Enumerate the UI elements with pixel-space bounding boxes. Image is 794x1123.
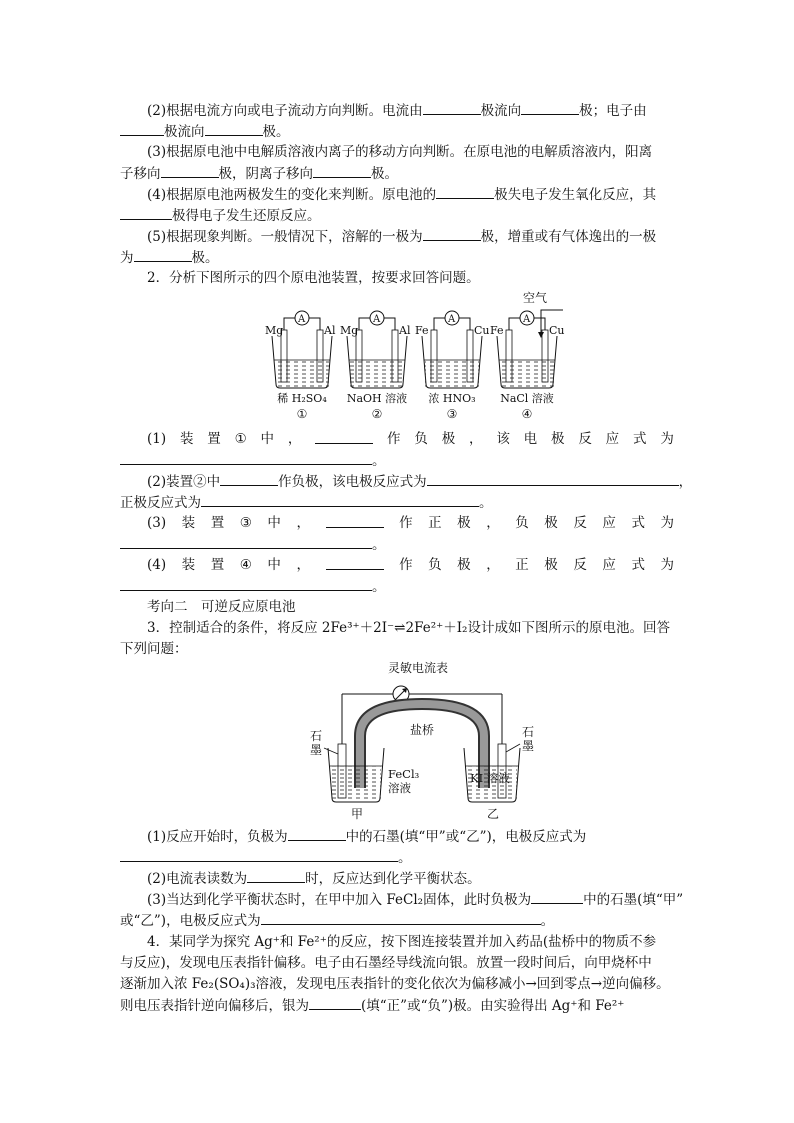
spread-char: ， <box>296 515 310 531</box>
spread-char: 作 <box>399 515 413 531</box>
spread-char: ③ <box>239 515 252 531</box>
spread-char: 极 <box>457 557 471 573</box>
q1-p4-line2: 极得电子发生还原反应。 <box>120 205 321 226</box>
svg-text:石: 石 <box>310 729 323 743</box>
blank[interactable] <box>261 910 541 925</box>
spread-char: 正 <box>515 557 529 573</box>
q2-s4-line2: 。 <box>120 576 386 597</box>
q2-s3-line1 <box>147 513 674 533</box>
q3-intro-line2: 下列问题： <box>120 641 188 657</box>
q1-p5-line2: 为 极。 <box>120 247 219 268</box>
meter-label: 灵敏电流表 <box>388 661 449 675</box>
bridge-label: 盐桥 <box>410 723 435 737</box>
blank[interactable] <box>427 471 679 486</box>
cell-2 <box>340 311 411 421</box>
spread-char: ， <box>486 557 500 573</box>
q3-s3-line1: (3)当达到化学平衡状态时，在甲中加入 FeCl₂固体，此时负极为 中的石墨(填“甲” <box>147 889 683 910</box>
electrode-label: Fe <box>490 324 504 337</box>
spread-char: 装 <box>181 557 196 573</box>
q4-line1: 4．某同学为探究 Ag⁺和 Fe²⁺的反应，按下图连接装置并加入药品(盐桥中的物质不参 <box>147 934 657 950</box>
cell-number: ① <box>296 407 308 421</box>
spread-char: ， <box>287 431 302 447</box>
blank[interactable] <box>120 205 172 220</box>
spread-char: (1) <box>147 431 167 447</box>
solution-label: 稀 H₂SO₄ <box>277 392 327 405</box>
spread-char: 电 <box>523 431 538 447</box>
spread-char: 装 <box>181 515 196 531</box>
q3-intro-line1: 3．控制适合的条件，将反应 2Fe³⁺＋2I⁻⇌2Fe²⁺＋I₂设计成如下图所示的原电池。回答 <box>147 620 670 636</box>
spread-char: 式 <box>632 431 647 447</box>
spread-char: 负 <box>515 515 529 531</box>
spread-char: ， <box>296 557 310 573</box>
q2-s2-line2: 正极反应式为 。 <box>120 492 493 513</box>
svg-text:A: A <box>373 314 381 325</box>
svg-text:溶液: 溶液 <box>388 781 411 795</box>
blank[interactable] <box>436 184 494 199</box>
svg-text:墨: 墨 <box>310 743 323 757</box>
q2-s3-line2: 。 <box>120 534 386 555</box>
electrode-label: Mg <box>265 324 284 337</box>
spread-char: ① <box>234 431 247 447</box>
q2-intro: 2．分析下图所示的四个原电池装置，按要求回答问题。 <box>147 270 480 286</box>
q1-p3-line2: 子移向 极，阴离子移向 极。 <box>120 163 398 184</box>
blank[interactable] <box>326 513 384 528</box>
svg-text:FeCl₃: FeCl₃ <box>388 767 420 781</box>
spread-char: 式 <box>631 515 645 531</box>
q1-p3-line1: (3)根据原电池中电解质溶液内离子的移动方向判断。在原电池的电解质溶液内，阳离 <box>147 144 653 160</box>
blank[interactable] <box>220 471 278 486</box>
spread-char: 中 <box>260 431 275 447</box>
cell-1 <box>265 311 336 421</box>
q3-s3-line2: 或“乙”)，电极反应式为 。 <box>120 910 554 931</box>
blank[interactable] <box>288 826 346 841</box>
spread-char: 置 <box>207 431 221 447</box>
q2-s1-line2: 。 <box>120 450 386 471</box>
svg-text:KI 溶液: KI 溶液 <box>470 771 510 785</box>
spread-char: 为 <box>660 515 674 531</box>
spread-char: 该 <box>496 431 510 447</box>
q1-p5-line1: (5)根据现象判断。一般情况下，溶解的一极为 极，增重或有气体逸出的一极 <box>147 226 656 247</box>
q2-s4-line1 <box>147 555 674 575</box>
four-cells-figure <box>262 288 582 423</box>
blank[interactable] <box>423 100 481 115</box>
spread-char: 应 <box>605 431 620 447</box>
svg-text:A: A <box>448 314 456 325</box>
blank[interactable] <box>521 100 579 115</box>
spread-char: 极 <box>441 431 456 447</box>
blank[interactable] <box>247 868 305 883</box>
q3-s1-line2: 。 <box>120 847 412 868</box>
electrode-label: Al <box>324 324 336 337</box>
label-jia: 甲 <box>351 807 364 821</box>
section-heading: 考向二 可逆反应原电池 <box>147 599 296 615</box>
spread-char: 应 <box>602 557 616 573</box>
blank[interactable] <box>120 450 372 465</box>
electrode-label: Mg <box>340 324 359 337</box>
blank[interactable] <box>309 995 361 1010</box>
salt-bridge-figure <box>300 660 540 822</box>
spread-char: 作 <box>387 431 401 447</box>
spread-char: 极 <box>551 431 565 447</box>
spread-char: 为 <box>660 557 674 573</box>
air-label: 空气 <box>523 291 548 305</box>
spread-char: 式 <box>631 557 645 573</box>
svg-text:A: A <box>523 314 531 325</box>
blank[interactable] <box>201 492 479 507</box>
q1-p4-line1: (4)根据原电池两极发生的变化来判断。原电池的 极失电子发生氧化反应，其 <box>147 184 656 205</box>
blank[interactable] <box>120 576 372 591</box>
cell-number: ② <box>371 407 383 421</box>
cell-number: ③ <box>446 407 458 421</box>
q2-s1-line1 <box>147 429 674 449</box>
spread-char: (3) <box>147 515 167 531</box>
spread-char: 负 <box>428 557 442 573</box>
q4-line2: 与反应)，发现电压表指针偏移。电子由石墨经导线流向银。放置一段时间后，向甲烧杯中 <box>120 955 652 971</box>
spread-char: 中 <box>267 515 281 531</box>
spread-char: 应 <box>602 515 616 531</box>
blank[interactable] <box>120 121 164 136</box>
spread-char: 置 <box>210 557 225 573</box>
blank[interactable] <box>120 847 398 862</box>
spread-char: 作 <box>399 557 413 573</box>
spread-char: ， <box>469 431 483 447</box>
spread-char: 负 <box>414 431 428 447</box>
q1-p2-line2: 极流向 极。 <box>120 121 290 142</box>
electrode-label: Cu <box>549 324 565 337</box>
svg-text:A: A <box>298 314 306 325</box>
spread-char: 极 <box>457 515 471 531</box>
solution-label: 浓 HNO₃ <box>428 392 476 405</box>
cell-3 <box>415 311 490 421</box>
q4-line4: 则电压表指针逆向偏移后，银为 (填“正”或“负”)极。由实验得出 Ag⁺和 Fe²⁺ <box>120 995 624 1016</box>
spread-char: 反 <box>573 515 587 531</box>
blank[interactable] <box>134 247 192 262</box>
cell-4 <box>490 290 565 421</box>
spread-char: (4) <box>147 557 167 573</box>
spread-char: 为 <box>660 431 674 447</box>
spread-char: ④ <box>239 557 252 573</box>
spread-char: ， <box>486 515 500 531</box>
blank[interactable] <box>120 534 372 549</box>
electrode-label: Fe <box>415 324 429 337</box>
blank[interactable] <box>313 163 371 178</box>
solution-label: NaOH 溶液 <box>346 392 408 405</box>
spread-char: 极 <box>544 515 558 531</box>
spread-char: 装 <box>179 431 194 447</box>
blank[interactable] <box>423 226 481 241</box>
svg-text:石: 石 <box>522 725 535 739</box>
cell-number: ④ <box>521 407 533 421</box>
blank[interactable] <box>315 429 373 444</box>
spread-char: 反 <box>578 431 592 447</box>
electrode-label: Al <box>399 324 411 337</box>
electrode-label: Cu <box>474 324 490 337</box>
q1-p2-line1: (2)根据电流方向或电子流动方向判断。电流由 极流向 极；电子由 <box>147 100 647 121</box>
blank[interactable] <box>205 121 263 136</box>
q2-s2-line1: (2)装置②中 作负极，该电极反应式为 ， <box>147 471 692 492</box>
q3-s1-line1: (1)反应开始时，负极为 中的石墨(填“甲”或“乙”)，电极反应式为 <box>147 826 586 847</box>
q4-line3: 逐渐加入浓 Fe₂(SO₄)₃溶液，发现电压表指针的变化依次为偏移减小→回到零点→逆向偏移。 <box>120 976 670 992</box>
blank[interactable] <box>326 555 384 570</box>
blank[interactable] <box>161 163 219 178</box>
label-yi: 乙 <box>487 807 500 821</box>
spread-char: 极 <box>544 557 558 573</box>
blank[interactable] <box>531 889 583 904</box>
spread-char: 正 <box>428 515 442 531</box>
svg-text:墨: 墨 <box>522 739 535 753</box>
spread-char: 中 <box>267 557 281 573</box>
q3-s2: (2)电流表读数为 时，反应达到化学平衡状态。 <box>147 868 481 889</box>
solution-label: NaCl 溶液 <box>500 392 554 405</box>
spread-char: 反 <box>573 557 587 573</box>
spread-char: 置 <box>210 515 225 531</box>
